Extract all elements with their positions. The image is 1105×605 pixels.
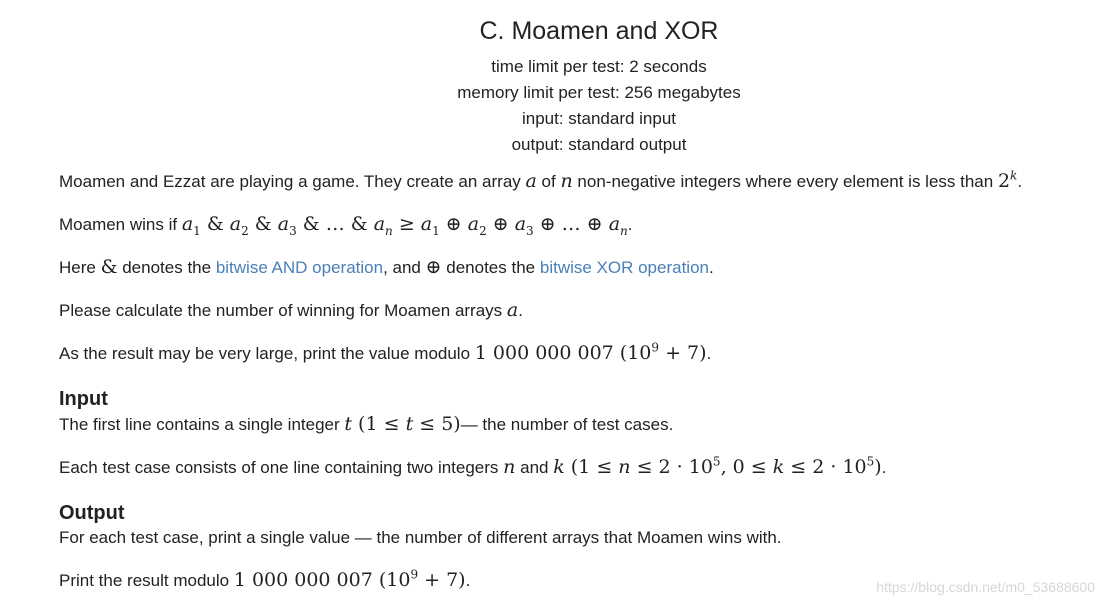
time-limit: time limit per test: 2 seconds bbox=[491, 57, 707, 76]
math-xor: ⊕ bbox=[425, 256, 442, 278]
problem-statement bbox=[59, 168, 1089, 594]
problem-title: C. Moamen and XOR bbox=[479, 17, 719, 45]
output-paragraph: Print the result modulo 1 000 000 007 $(10^9 + 7)$. bbox=[59, 567, 471, 591]
math-t-range: t (1 ≤ t ≤ 5) bbox=[344, 413, 461, 435]
problem-header bbox=[0, 0, 1105, 158]
statement-paragraph: Here & denotes the bitwise AND operation, and ⊕ denotes the bitwise XOR operation. bbox=[59, 256, 714, 278]
statement-paragraph: As the result may be very large, print the value modulo 1 000 000 007 $(10^9 + 7)$. bbox=[59, 340, 712, 364]
input-heading: Input bbox=[59, 388, 108, 410]
input-paragraph: Each test case consists of one line containing two integers n and k ($1 \le n \le 2 \cdot 10^5$, $0 \le k \le 2 \cdot 10^5$). bbox=[59, 454, 887, 478]
math-k-range: k ($1 \le n \le 2 \cdot 10^5$, $0 \le k \le 2 \cdot 10^5$) bbox=[553, 454, 882, 478]
statement-paragraph: Moamen and Ezzat are playing a game. They create an array a of n non-negative integers where every element is less than 2$^k$. bbox=[59, 168, 1023, 192]
input-paragraph: The first line contains a single integer t (1 ≤ t ≤ 5)— the number of test cases. bbox=[59, 413, 674, 435]
output-heading: Output bbox=[59, 502, 125, 524]
math-win-condition: $a_1$ & $a_2$ & $a_3$ & … & $a_n \ge a_1$ ⊕ $a_2$ ⊕ $a_3$ ⊕ … ⊕ $a_n$ bbox=[181, 213, 628, 238]
math-n: n bbox=[503, 456, 516, 478]
math-modulo: 1 000 000 007 $(10^9 + 7)$ bbox=[233, 567, 466, 591]
watermark: https://blog.csdn.net/m0_53688600 bbox=[876, 579, 1095, 595]
statement-paragraph: Moamen wins if $a_1$ & $a_2$ & $a_3$ & … & $a_n \ge a_1$ ⊕ $a_2$ ⊕ $a_3$ ⊕ … ⊕ $a_n$. bbox=[59, 213, 633, 238]
math-and: & bbox=[100, 256, 118, 278]
bitwise-and-link[interactable]: bitwise AND operation bbox=[215, 258, 384, 277]
output-type: output: standard output bbox=[511, 135, 687, 154]
output-paragraph: For each test case, print a single value — the number of different arrays that Moamen wins with. bbox=[59, 528, 782, 547]
input-type: input: standard input bbox=[521, 109, 677, 128]
math-n: n bbox=[560, 170, 573, 192]
statement-paragraph: Please calculate the number of winning for Moamen arrays a. bbox=[59, 299, 523, 321]
math-a: a bbox=[525, 170, 537, 192]
math-a: a bbox=[506, 299, 519, 321]
problem-limits bbox=[0, 54, 1105, 158]
bitwise-xor-link[interactable]: bitwise XOR operation bbox=[539, 258, 709, 277]
memory-limit: memory limit per test: 256 megabytes bbox=[457, 83, 741, 102]
math-2k: 2$^k$ bbox=[997, 168, 1018, 192]
math-modulo: 1 000 000 007 $(10^9 + 7)$ bbox=[474, 340, 707, 364]
